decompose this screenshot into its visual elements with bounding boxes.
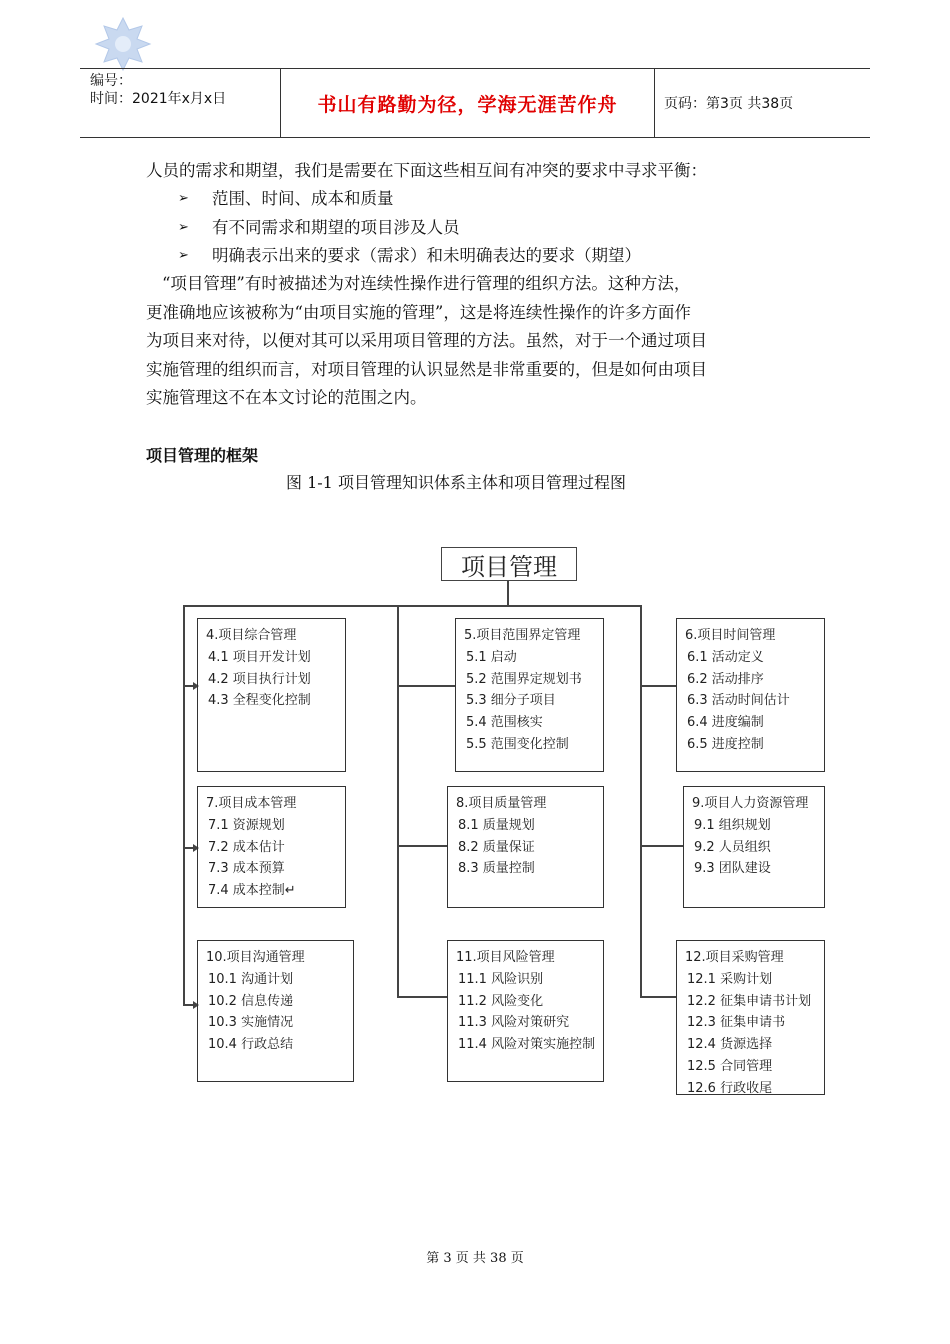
arrow-bullet-icon: ➢ (178, 191, 189, 206)
list-item (178, 214, 641, 243)
box-item: 4.1 项目开发计划 (208, 649, 311, 665)
box-item: 6.3 活动时间估计 (687, 693, 790, 709)
connector-line (397, 605, 399, 996)
box-item: 12.4 货源选择 (687, 1037, 773, 1053)
paragraph-project-management (146, 270, 816, 413)
box-item: 5.2 范围界定规划书 (466, 671, 582, 687)
box-item: 8.3 质量控制 (458, 861, 535, 877)
box-item: 12.3 征集申请书 (687, 1015, 786, 1031)
list-item-text: 范围、时间、成本和质量 (212, 189, 394, 208)
box-item: 7.3 成本预算 (208, 861, 285, 877)
header-page-info: 页码：第3页 共38页 (664, 96, 794, 112)
box-integration-management (197, 618, 346, 772)
box-item: 12.6 行政收尾 (687, 1080, 773, 1096)
box-item: 10.3 实施情况 (208, 1015, 294, 1031)
section-title: 项目管理的框架 (146, 446, 259, 465)
box-item: 12.1 采购计划 (687, 971, 773, 987)
connector-line (640, 685, 676, 687)
connector-line (183, 605, 185, 1005)
bullet-list (178, 185, 641, 271)
paragraph-line: 更准确地应该被称为“由项目实施的管理”，这是将连续性操作的许多方面作 (146, 302, 691, 322)
box-item: 5.4 范围核实 (466, 715, 543, 731)
connector-line (397, 845, 447, 847)
project-management-diagram (175, 535, 830, 1120)
header-divider (654, 69, 655, 137)
paragraph-intro: 人员的需求和期望，我们是需要在下面这些相互间有冲突的要求中寻求平衡： (146, 161, 707, 180)
list-item-text: 有不同需求和期望的项目涉及人员 (212, 217, 460, 237)
box-item: 7.4 成本控制↵ (208, 883, 296, 899)
connector-line (640, 605, 642, 996)
connector-line (640, 845, 683, 847)
box-item: 8.1 质量规划 (458, 817, 535, 833)
box-title: 4.项目综合管理 (206, 628, 297, 643)
box-item: 6.1 活动定义 (687, 649, 764, 665)
box-item: 11.3 风险对策研究 (458, 1015, 570, 1031)
time-label: 时间：2021年x月x日 (90, 91, 227, 107)
paragraph-line: 实施管理的组织而言，对项目管理的认识显然是非常重要的，但是如何由项目 (146, 359, 707, 379)
arrow-bullet-icon: ➢ (178, 219, 189, 235)
connector-line (507, 580, 509, 606)
box-item: 10.1 沟通计划 (208, 971, 294, 987)
box-item: 5.3 细分子项目 (466, 693, 556, 709)
header-meta (90, 72, 280, 108)
box-title: 5.项目范围界定管理 (464, 628, 581, 643)
box-item: 12.5 合同管理 (687, 1058, 773, 1074)
box-item: 6.5 进度控制 (687, 736, 764, 752)
box-item: 7.2 成本估计 (208, 839, 285, 855)
box-item: 11.2 风险变化 (458, 993, 544, 1009)
box-item: 7.1 资源规划 (208, 817, 285, 833)
box-item: 4.3 全程变化控制 (208, 693, 311, 709)
box-title: 10.项目沟通管理 (206, 950, 305, 965)
box-time-management (676, 618, 825, 772)
list-item-text: 明确表示出来的要求（需求）和未明确表达的要求（期望） (212, 246, 641, 265)
snowflake-logo-icon (88, 14, 158, 74)
box-title: 12.项目采购管理 (685, 950, 784, 965)
box-title: 7.项目成本管理 (206, 796, 297, 811)
paragraph-line: 为项目来对待，以便对其可以采用项目管理的方法。虽然，对于一个通过项目 (146, 331, 707, 350)
connector-line (183, 605, 641, 607)
box-item: 5.1 启动 (466, 649, 517, 665)
box-item: 9.3 团队建设 (694, 861, 771, 877)
box-item: 5.5 范围变化控制 (466, 736, 569, 752)
number-label: 编号： (90, 73, 132, 89)
box-item: 11.4 风险对策实施控制 (458, 1037, 596, 1053)
box-communication-management (197, 940, 354, 1082)
page-footer: 第 3 页 共 38 页 (426, 1251, 524, 1266)
box-item: 4.2 项目执行计划 (208, 671, 311, 687)
box-item: 12.2 征集申请书计划 (687, 993, 812, 1009)
box-quality-management (447, 786, 604, 908)
connector-line (397, 996, 447, 998)
paragraph-line: 实施管理这不在本文讨论的范围之内。 (146, 388, 427, 407)
connector-line (640, 996, 676, 998)
box-item: 9.2 人员组织 (694, 839, 771, 855)
box-title: 8.项目质量管理 (456, 796, 547, 811)
figure-caption: 图 1-1 项目管理知识体系主体和项目管理过程图 (286, 473, 626, 492)
box-item: 8.2 质量保证 (458, 839, 535, 855)
box-title: 6.项目时间管理 (685, 628, 776, 643)
arrow-bullet-icon: ➢ (178, 248, 189, 263)
box-title: 11.项目风险管理 (456, 950, 555, 965)
box-item: 6.2 活动排序 (687, 671, 764, 687)
box-scope-management (455, 618, 604, 772)
box-title: 9.项目人力资源管理 (692, 796, 809, 811)
box-procurement-management (676, 940, 825, 1095)
box-risk-management (447, 940, 604, 1082)
box-human-resource-management (683, 786, 825, 908)
box-item: 9.1 组织规划 (694, 817, 771, 833)
list-item (178, 185, 641, 214)
box-item: 11.1 风险识别 (458, 971, 544, 987)
header-motto: 书山有路勤为径，学海无涯苦作舟 (317, 93, 618, 116)
list-item (178, 242, 641, 271)
box-cost-management (197, 786, 346, 908)
paragraph-line: “项目管理”有时被描述为对连续性操作进行管理的组织方法。这种方法， (162, 274, 691, 293)
box-item: 6.4 进度编制 (687, 715, 764, 731)
box-item: 10.4 行政总结 (208, 1037, 294, 1053)
page-header (80, 68, 870, 138)
box-item: 10.2 信息传递 (208, 993, 294, 1009)
connector-line (397, 685, 455, 687)
root-node: 项目管理 (441, 547, 577, 581)
